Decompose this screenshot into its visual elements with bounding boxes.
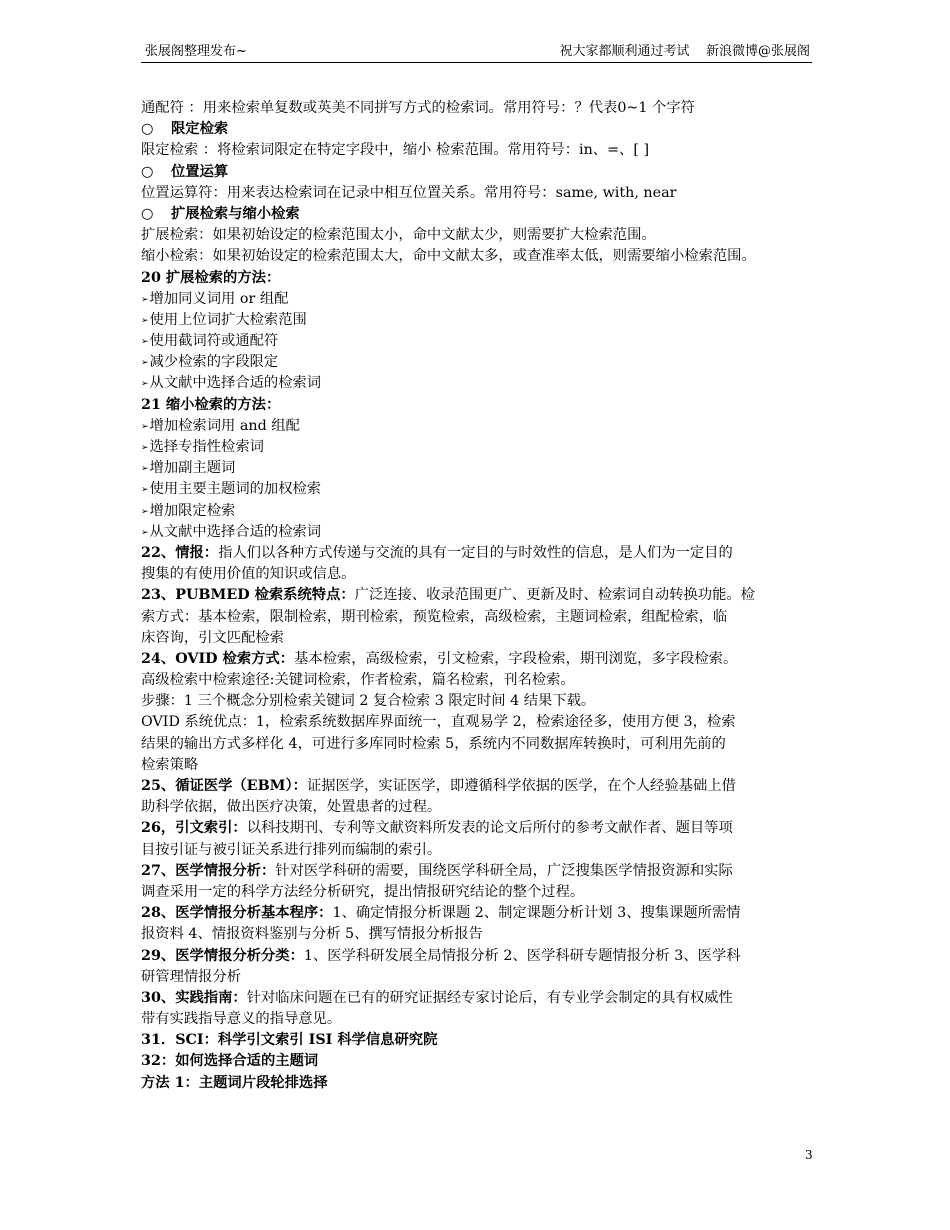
circle-bullet-icon: ○ xyxy=(141,205,154,222)
text-line xyxy=(141,373,841,394)
paragraph-text: 限定检索 ：将检索词限定在特定字段中，缩小 检索范围。常用符号：in、=、[ ] xyxy=(141,142,650,159)
arrow-bullet-icon: ➢ xyxy=(141,443,149,453)
text-line xyxy=(141,183,841,204)
text-line xyxy=(141,882,841,903)
term-definition: 1、医学科研发展全局情报分析 2、医学科研专题情报分析 3、医学科 xyxy=(303,947,741,964)
text-line xyxy=(141,501,841,522)
list-item: 从文献中选择合适的检索词 xyxy=(149,523,322,540)
text-line xyxy=(141,1051,841,1072)
text-line xyxy=(141,458,841,479)
term-definition: 基本检索，高级检索，引文检索，字段检索，期刊浏览，多字段检索。 xyxy=(294,650,738,667)
term-label: 27、医学情报分析： xyxy=(141,862,276,879)
list-item: 减少检索的字段限定 xyxy=(149,354,279,371)
term-label: 28、医学情报分析基本程序： xyxy=(141,905,333,922)
paragraph-text: 床咨询，引文匹配检索 xyxy=(141,629,284,646)
text-line xyxy=(141,162,841,183)
text-line xyxy=(141,225,841,246)
paragraph-text: 步骤：1 三个概念分别检索关键词 2 复合检索 3 限定时间 4 结果下载。 xyxy=(141,693,596,710)
term-definition: 证据医学，实证医学，即遵循科学依据的医学，在个人经验基础上借 xyxy=(306,778,736,794)
arrow-bullet-icon: ➢ xyxy=(141,379,149,390)
text-line xyxy=(141,670,841,691)
paragraph-text: 缩小检索：如果初始设定的检索范围太大，命中文献太多，或查准率太低，则需要缩小检索范围。 xyxy=(141,248,756,265)
text-line xyxy=(141,755,841,776)
text-line xyxy=(141,1009,841,1030)
bold-heading: 20 扩展检索的方法： xyxy=(141,269,281,286)
arrow-bullet-icon: ➢ xyxy=(141,527,149,538)
list-item: 增加同义词用 or 组配 xyxy=(149,290,289,307)
term-definition: 1、确定情报分析课题 2、制定课题分析计划 3、搜集课题所需情 xyxy=(332,905,741,922)
term-definition: 广泛连接、收录范围更广、更新及时、检索词自动转换功能。检 xyxy=(354,587,755,604)
bold-heading: 32：如何选择合适的主题词 xyxy=(141,1053,319,1070)
arrow-bullet-icon: ➢ xyxy=(141,464,149,475)
paragraph-text: 位置运算符：用来表达检索词在记录中相互位置关系。常用符号：same, with, near xyxy=(141,184,677,201)
circle-bullet-icon: ○ xyxy=(141,121,154,138)
arrow-bullet-icon: ➢ xyxy=(141,337,149,348)
bold-heading: 21 缩小检索的方法： xyxy=(141,396,281,413)
term-label: 24、OVID 检索方式： xyxy=(141,650,295,667)
text-line xyxy=(141,204,841,225)
arrow-bullet-icon: ➢ xyxy=(141,421,149,432)
section-heading: 限定检索 xyxy=(171,121,229,138)
term-label: 26，引文索引： xyxy=(141,820,247,837)
text-line xyxy=(141,246,841,267)
text-line xyxy=(141,840,841,861)
list-item: 使用上位词扩大检索范围 xyxy=(149,311,307,328)
text-line xyxy=(141,289,841,310)
paragraph-text: 索方式：基本检索，限制检索，期刊检索，预览检索，高级检索，主题词检索，组配检索，临 xyxy=(141,608,728,625)
text-line xyxy=(141,988,841,1009)
arrow-bullet-icon: ➢ xyxy=(141,294,149,305)
text-line xyxy=(141,98,841,119)
term-definition: 指人们以各种方式传递与交流的具有一定目的与时效性的信息，是人们为一定目的 xyxy=(218,544,733,561)
bold-heading: 31．SCI：科学引文索引 ISI 科学信息研究院 xyxy=(141,1032,438,1049)
list-item: 使用主要主题词的加权检索 xyxy=(149,481,322,498)
text-line xyxy=(141,1073,841,1094)
text-line xyxy=(141,776,841,797)
term-label: 23、PUBMED 检索系统特点： xyxy=(141,587,355,604)
arrow-bullet-icon: ➢ xyxy=(141,485,149,496)
text-line xyxy=(141,797,841,818)
paragraph-text: 结果的输出方式多样化 4，可进行多库同时检索 5，系统内不同数据库转换时，可利用先前的 xyxy=(141,735,726,752)
list-item: 增加检索词用 and 组配 xyxy=(149,417,300,434)
text-line xyxy=(141,395,841,416)
list-item: 增加限定检索 xyxy=(149,502,236,519)
paragraph-text: 高级检索中检索途径:关键词检索，作者检索，篇名检索，刊名检索。 xyxy=(141,672,575,689)
text-line xyxy=(141,416,841,437)
term-label: 30、实践指南： xyxy=(141,989,247,1006)
bold-heading: 方法 1：主题词片段轮排选择 xyxy=(141,1074,328,1091)
header-right-text: 祝大家都顺利通过考试 新浪微博@张展阁 xyxy=(559,44,810,59)
term-label: 29、医学情报分析分类： xyxy=(141,947,304,964)
text-line xyxy=(141,967,841,988)
term-definition: 针对临床问题在已有的研究证据经专家讨论后，有专业学会制定的具有权威性 xyxy=(246,989,733,1006)
text-line xyxy=(141,734,841,755)
text-line xyxy=(141,691,841,712)
text-line xyxy=(141,946,841,967)
text-line xyxy=(141,140,841,161)
arrow-bullet-icon: ➢ xyxy=(141,506,149,517)
text-line xyxy=(141,585,841,606)
section-heading: 扩展检索与缩小检索 xyxy=(171,205,300,222)
text-line xyxy=(141,310,841,331)
paragraph-text: 扩展检索：如果初始设定的检索范围太小，命中文献太少，则需要扩大检索范围。 xyxy=(141,227,656,244)
paragraph-text: 检索策略 xyxy=(141,756,199,773)
paragraph-text: 搜集的有使用价值的知识或信息。 xyxy=(141,566,356,583)
list-item: 使用截词符或通配符 xyxy=(149,333,279,350)
list-item: 选择专指性检索词 xyxy=(149,439,264,455)
text-line xyxy=(141,607,841,628)
term-definition: 针对医学科研的需要，围绕医学科研全局，广泛搜集医学情报资源和实际 xyxy=(275,862,733,879)
term-label: 25、循证医学（EBM）： xyxy=(141,778,307,794)
paragraph-text: 调查采用一定的科学方法经分析研究，提出情报研究结论的整个过程。 xyxy=(141,883,585,900)
text-line xyxy=(141,903,841,924)
paragraph-text: 报资料 4、情报资料鉴别与分析 5、撰写情报分析报告 xyxy=(141,926,483,943)
text-line xyxy=(141,268,841,289)
paragraph-text: 目按引证与被引证关系进行排列而编制的索引。 xyxy=(141,841,442,858)
paragraph-text: 研管理情报分析 xyxy=(141,968,242,985)
arrow-bullet-icon: ➢ xyxy=(141,315,149,326)
text-line xyxy=(141,352,841,373)
page-header xyxy=(141,42,812,63)
text-line xyxy=(141,924,841,945)
text-line xyxy=(141,861,841,882)
text-line xyxy=(141,649,841,670)
list-item: 从文献中选择合适的检索词 xyxy=(149,375,322,392)
paragraph-text: OVID 系统优点：1，检索系统数据库界面统一，直观易学 2，检索途径多，使用方便 3，检索 xyxy=(141,714,736,731)
document-body xyxy=(141,98,841,1094)
text-line xyxy=(141,331,841,352)
text-line xyxy=(141,818,841,839)
text-line xyxy=(141,119,841,140)
page-number: 3 xyxy=(805,1148,813,1162)
paragraph-text: 助科学依据，做出医疗决策，处置患者的过程。 xyxy=(141,799,442,816)
term-label: 22、情报： xyxy=(141,544,219,561)
text-line xyxy=(141,628,841,649)
term-definition: 以科技期刊、专利等文献资料所发表的论文后所付的参考文献作者、题目等项 xyxy=(246,820,733,837)
text-line xyxy=(141,543,841,564)
text-line xyxy=(141,1030,841,1051)
text-line xyxy=(141,522,841,543)
circle-bullet-icon: ○ xyxy=(141,163,154,180)
text-line xyxy=(141,479,841,500)
arrow-bullet-icon: ➢ xyxy=(141,358,149,369)
text-line xyxy=(141,564,841,585)
text-line xyxy=(141,437,841,458)
paragraph-text: 带有实践指导意义的指导意见。 xyxy=(141,1011,342,1028)
list-item: 增加副主题词 xyxy=(149,460,236,477)
section-heading: 位置运算 xyxy=(171,163,229,180)
paragraph-text: 通配符 ：用来检索单复数或英美不同拼写方式的检索词。常用符号：？代表0~1 个字符 xyxy=(141,100,695,116)
header-left-text: 张展阁整理发布~ xyxy=(145,44,247,59)
text-line xyxy=(141,712,841,733)
